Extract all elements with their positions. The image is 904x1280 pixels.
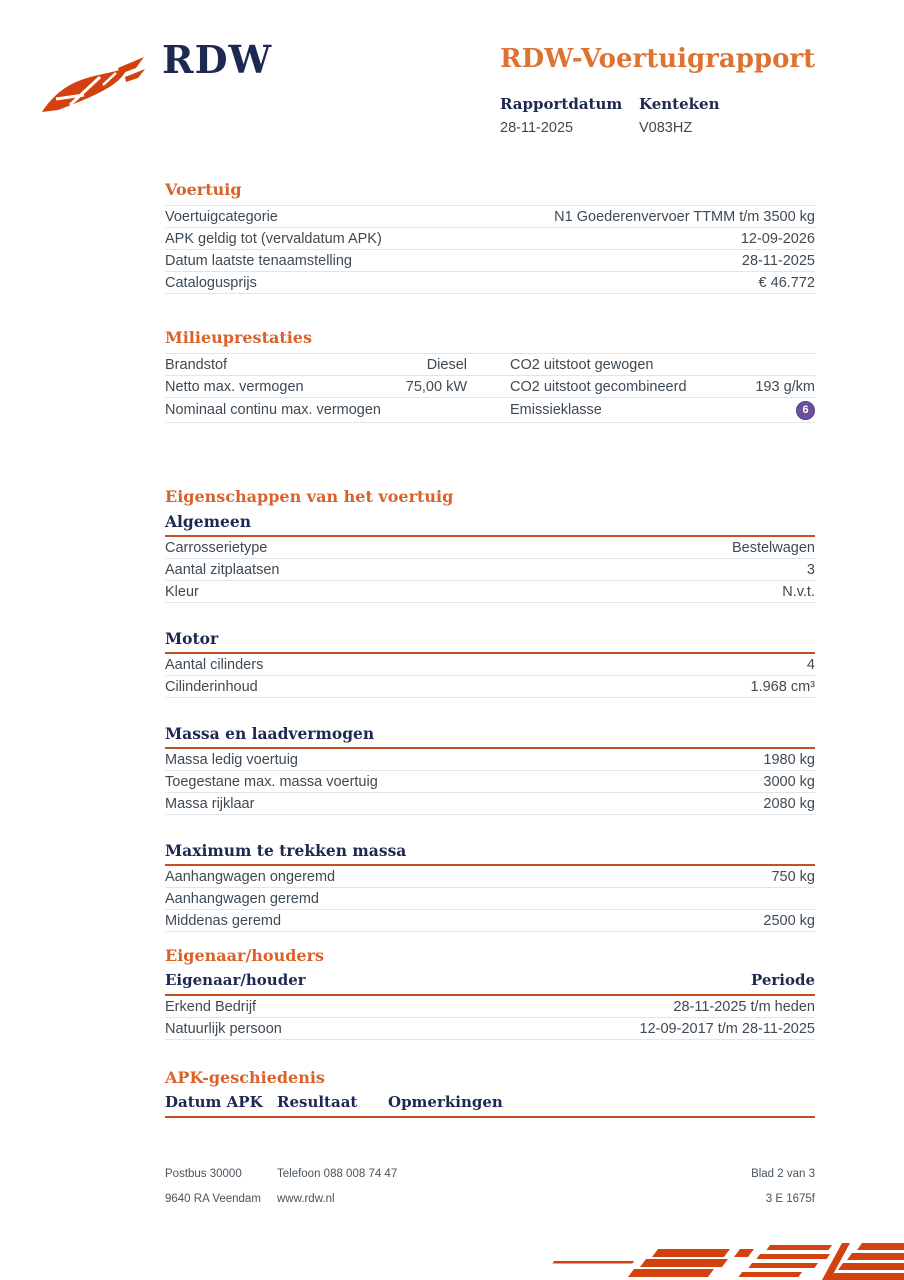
column-header-date: Datum APK: [165, 1093, 263, 1111]
table-row: [165, 793, 815, 815]
field-value: 4: [806, 656, 815, 673]
footer-address-1: Postbus 30000: [165, 1168, 242, 1180]
field-label: CO2 uitstoot gecombineerd: [510, 378, 687, 395]
table-row: [165, 771, 815, 793]
table-row: [165, 654, 815, 676]
table-row: [165, 559, 815, 581]
license-plate-value: V083HZ: [639, 120, 693, 136]
table-row: [165, 581, 815, 603]
owner-rows: [165, 996, 815, 1040]
table-row: [165, 376, 815, 398]
speed-stripes-icon: [540, 1235, 904, 1280]
field-pair: [510, 357, 815, 373]
field-label: APK geldig tot (vervaldatum APK): [165, 230, 382, 247]
footer-phone: Telefoon 088 008 74 47: [277, 1168, 398, 1180]
column-header-period: Periode: [750, 971, 815, 989]
column-header-owner: Eigenaar/houder: [165, 971, 306, 989]
table-row: [165, 676, 815, 698]
field-label: Netto max. vermogen: [165, 378, 304, 395]
footer-website: www.rdw.nl: [277, 1193, 335, 1205]
footer-page-number: Blad 2 van 3: [751, 1168, 815, 1180]
report-date-block: [500, 95, 622, 136]
field-value: 3: [806, 561, 815, 578]
field-pair: [165, 402, 467, 418]
owner-table-header: [165, 971, 815, 996]
trekken-rows: [165, 866, 815, 932]
table-row: [165, 250, 815, 272]
field-label: Carrosserietype: [165, 539, 268, 556]
table-row: [165, 866, 815, 888]
column-header-remarks: Opmerkingen: [388, 1093, 503, 1111]
field-value: 2500 kg: [763, 912, 815, 929]
table-row: [165, 228, 815, 250]
field-value: 1980 kg: [763, 751, 815, 768]
motor-rows: [165, 654, 815, 698]
column-header-result: Resultaat: [277, 1093, 358, 1111]
subsection-title-algemeen: Algemeen: [165, 512, 815, 537]
field-value: € 46.772: [758, 274, 815, 291]
section-title: Milieuprestaties: [165, 328, 312, 347]
report-date-label: Rapportdatum: [500, 95, 623, 113]
algemeen-rows: [165, 537, 815, 603]
field-value: 1.968 cm³: [750, 678, 815, 695]
section-title: Eigenaar/houders: [165, 946, 325, 965]
field-label: Nominaal continu max. vermogen: [165, 402, 381, 418]
field-label: Aanhangwagen ongeremd: [165, 868, 336, 885]
massa-rows: [165, 749, 815, 815]
field-label: Catalogusprijs: [165, 274, 257, 291]
field-label: Aantal zitplaatsen: [165, 561, 280, 578]
field-pair: [165, 357, 467, 373]
field-label: Aanhangwagen geremd: [165, 890, 319, 907]
field-value: N1 Goederenvervoer TTMM t/m 3500 kg: [554, 208, 815, 225]
field-label: Middenas geremd: [165, 912, 282, 929]
table-row: [165, 749, 815, 771]
section-title: Voertuig: [165, 180, 242, 199]
footer-line-1: [165, 1168, 815, 1180]
rdw-logo: [40, 35, 273, 125]
section-voertuig: [165, 180, 815, 294]
field-label: Kleur: [165, 583, 199, 600]
field-label: Brandstof: [165, 356, 228, 373]
field-label: Massa rijklaar: [165, 795, 255, 812]
apk-table-header: [165, 1093, 815, 1118]
footer-doc-code: 3 E 1675f: [765, 1193, 815, 1205]
field-value: 193 g/km: [755, 378, 815, 395]
table-row: [165, 888, 815, 910]
owner-period: 28-11-2025 t/m heden: [673, 998, 815, 1015]
table-row: [165, 537, 815, 559]
field-label: Cilinderinhoud: [165, 678, 258, 695]
field-label: Voertuigcategorie: [165, 208, 278, 225]
emission-class-badge: 6: [796, 401, 815, 420]
table-row: [165, 272, 815, 294]
section-milieuprestaties: [165, 328, 815, 423]
field-value: 3000 kg: [763, 773, 815, 790]
voertuig-rows: [165, 205, 815, 294]
field-value: 2080 kg: [763, 795, 815, 812]
footer-address-2: 9640 RA Veendam: [165, 1193, 261, 1205]
table-row: [165, 1018, 815, 1040]
subsection-title-motor: Motor: [165, 629, 815, 654]
owner-type: Natuurlijk persoon: [165, 1020, 282, 1037]
owner-period: 12-09-2017 t/m 28-11-2025: [639, 1020, 815, 1037]
field-value: Diesel: [426, 356, 467, 373]
section-title: Eigenschappen van het voertuig: [165, 487, 454, 506]
section-eigenaar: [165, 946, 815, 1040]
subsection-title-massa: Massa en laadvermogen: [165, 724, 815, 749]
report-date-value: 28-11-2025: [500, 120, 574, 136]
field-pair: [165, 379, 467, 395]
owner-type: Erkend Bedrijf: [165, 998, 257, 1015]
milieu-rows: [165, 353, 815, 423]
field-value: 75,00 kW: [405, 378, 467, 395]
section-eigenschappen: [165, 487, 815, 932]
field-value: Bestelwagen: [731, 539, 815, 556]
footer-line-2: [165, 1193, 815, 1205]
field-label: Massa ledig voertuig: [165, 751, 298, 768]
page-footer: [165, 1168, 815, 1218]
table-row: [165, 996, 815, 1018]
section-apk: [165, 1068, 815, 1118]
field-pair: [510, 401, 815, 420]
field-value: 28-11-2025: [741, 252, 815, 269]
table-row: [165, 354, 815, 376]
section-title: APK-geschiedenis: [165, 1068, 325, 1087]
rdw-feather-icon: [40, 55, 158, 117]
field-value: 750 kg: [771, 868, 815, 885]
table-row: [165, 910, 815, 932]
license-plate-label: Kenteken: [639, 95, 720, 113]
field-value: N.v.t.: [782, 583, 815, 600]
field-label: Aantal cilinders: [165, 656, 264, 673]
field-label: Emissieklasse: [510, 402, 602, 418]
field-pair: [510, 379, 815, 395]
rdw-logo-text: RDW: [162, 37, 273, 82]
table-row: [165, 398, 815, 423]
field-value: 12-09-2026: [740, 230, 815, 247]
field-label: Toegestane max. massa voertuig: [165, 773, 378, 790]
field-label: CO2 uitstoot gewogen: [510, 356, 654, 373]
subsection-title-trekken: Maximum te trekken massa: [165, 841, 815, 866]
field-label: Datum laatste tenaamstelling: [165, 252, 352, 269]
table-row: [165, 206, 815, 228]
page-title: RDW-Voertuigrapport: [500, 44, 816, 74]
license-plate-block: [639, 95, 719, 136]
